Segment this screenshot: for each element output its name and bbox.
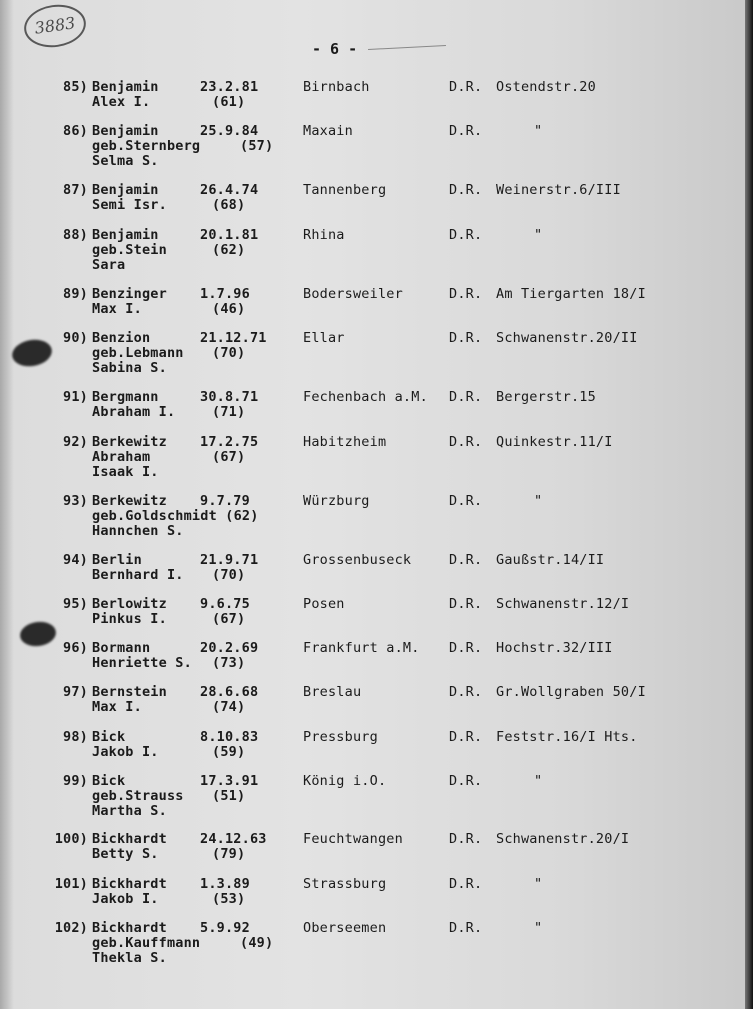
entry-age: (46) bbox=[212, 301, 246, 317]
entry-age: (67) bbox=[212, 611, 246, 627]
entry-name-line: Bormann bbox=[92, 640, 151, 656]
entry-birthdate: 24.12.63 bbox=[200, 831, 267, 847]
entry-age: (53) bbox=[212, 891, 246, 907]
entry-name-line: Bernstein bbox=[92, 684, 167, 700]
entry-birthplace: Fechenbach a.M. bbox=[303, 389, 428, 405]
entry-birthdate: 20.1.81 bbox=[200, 227, 259, 243]
entry-name-line: Pinkus I. bbox=[92, 611, 167, 627]
entry-name-line: Martha S. bbox=[92, 803, 167, 819]
entry-status: D.R. bbox=[449, 729, 483, 745]
entry-birthdate: 5.9.92 bbox=[200, 920, 250, 936]
entry-birthdate: 9.6.75 bbox=[200, 596, 250, 612]
entry-number: 85) bbox=[63, 79, 88, 95]
entry-name-line: geb.Goldschmidt (62) bbox=[92, 508, 259, 524]
entry-name-line: geb.Stein bbox=[92, 242, 167, 258]
entry-birthplace: Frankfurt a.M. bbox=[303, 640, 420, 656]
pencil-mark bbox=[368, 45, 446, 50]
ink-blot bbox=[10, 337, 54, 370]
entry-address: " bbox=[534, 227, 543, 243]
entry-number: 92) bbox=[63, 434, 88, 450]
entry-address: Gaußstr.14/II bbox=[496, 552, 605, 568]
entry-address: Schwanenstr.20/II bbox=[496, 330, 638, 346]
entry-name-line: Benjamin bbox=[92, 79, 159, 95]
entry-number: 93) bbox=[63, 493, 88, 509]
entry-age: (73) bbox=[212, 655, 246, 671]
entry-age: (71) bbox=[212, 404, 246, 420]
entry-name-line: Bernhard I. bbox=[92, 567, 184, 583]
entry-address: Feststr.16/I Hts. bbox=[496, 729, 638, 745]
entry-birthplace: Posen bbox=[303, 596, 345, 612]
entry-birthplace: Rhina bbox=[303, 227, 345, 243]
entry-number: 95) bbox=[63, 596, 88, 612]
entry-number: 87) bbox=[63, 182, 88, 198]
entry-birthdate: 1.7.96 bbox=[200, 286, 250, 302]
entry-age: (59) bbox=[212, 744, 246, 760]
entry-age: (68) bbox=[212, 197, 246, 213]
entry-status: D.R. bbox=[449, 831, 483, 847]
entry-address: Gr.Wollgraben 50/I bbox=[496, 684, 646, 700]
entry-birthplace: Breslau bbox=[303, 684, 362, 700]
entry-status: D.R. bbox=[449, 552, 483, 568]
entry-number: 99) bbox=[63, 773, 88, 789]
entry-status: D.R. bbox=[449, 684, 483, 700]
entry-birthdate: 28.6.68 bbox=[200, 684, 259, 700]
entry-name-line: Sabina S. bbox=[92, 360, 167, 376]
entry-name-line: geb.Lebmann bbox=[92, 345, 184, 361]
entry-birthplace: Ellar bbox=[303, 330, 345, 346]
entry-birthdate: 17.2.75 bbox=[200, 434, 259, 450]
entry-name-line: geb.Sternberg bbox=[92, 138, 201, 154]
entry-birthdate: 25.9.84 bbox=[200, 123, 259, 139]
entry-name-line: Benjamin bbox=[92, 182, 159, 198]
entry-name-line: Semi Isr. bbox=[92, 197, 167, 213]
entry-name-line: Max I. bbox=[92, 699, 142, 715]
entry-age: (51) bbox=[212, 788, 246, 804]
entry-name-line: Sara bbox=[92, 257, 126, 273]
entry-name-line: Selma S. bbox=[92, 153, 159, 169]
entry-name-line: Thekla S. bbox=[92, 950, 167, 966]
entry-status: D.R. bbox=[449, 920, 483, 936]
entry-birthplace: Grossenbuseck bbox=[303, 552, 412, 568]
entry-address: " bbox=[534, 493, 543, 509]
entry-birthdate: 21.9.71 bbox=[200, 552, 259, 568]
entry-birthplace: Pressburg bbox=[303, 729, 378, 745]
entry-status: D.R. bbox=[449, 640, 483, 656]
entry-status: D.R. bbox=[449, 182, 483, 198]
entry-age: (61) bbox=[212, 94, 246, 110]
entry-address: Bergerstr.15 bbox=[496, 389, 596, 405]
entry-birthplace: Bodersweiler bbox=[303, 286, 403, 302]
entry-name-line: Bickhardt bbox=[92, 920, 167, 936]
entry-status: D.R. bbox=[449, 434, 483, 450]
entry-birthplace: König i.O. bbox=[303, 773, 387, 789]
entry-name-line: Hannchen S. bbox=[92, 523, 184, 539]
entry-birthdate: 23.2.81 bbox=[200, 79, 259, 95]
entry-birthplace: Feuchtwangen bbox=[303, 831, 403, 847]
entry-birthdate: 17.3.91 bbox=[200, 773, 259, 789]
entry-name-line: Berkewitz bbox=[92, 493, 167, 509]
entry-status: D.R. bbox=[449, 79, 483, 95]
entry-number: 97) bbox=[63, 684, 88, 700]
entry-number: 100) bbox=[54, 831, 88, 847]
entry-name-line: Berkewitz bbox=[92, 434, 167, 450]
entry-birthdate: 8.10.83 bbox=[200, 729, 259, 745]
scan-edge bbox=[745, 0, 753, 1009]
entry-address: Am Tiergarten 18/I bbox=[496, 286, 646, 302]
entry-number: 88) bbox=[63, 227, 88, 243]
entry-birthplace: Oberseemen bbox=[303, 920, 387, 936]
entry-name-line: Jakob I. bbox=[92, 744, 159, 760]
ink-blot bbox=[19, 620, 58, 649]
entry-status: D.R. bbox=[449, 389, 483, 405]
entry-status: D.R. bbox=[449, 227, 483, 243]
entry-age: (57) bbox=[240, 138, 274, 154]
entry-birthdate: 21.12.71 bbox=[200, 330, 267, 346]
page-fold-shadow bbox=[0, 0, 14, 1009]
entry-number: 102) bbox=[54, 920, 88, 936]
entry-name-line: Henriette S. bbox=[92, 655, 192, 671]
entry-birthdate: 20.2.69 bbox=[200, 640, 259, 656]
entry-age: (62) bbox=[212, 242, 246, 258]
entry-name-line: Berlowitz bbox=[92, 596, 167, 612]
entry-address: Quinkestr.11/I bbox=[496, 434, 613, 450]
entry-name-line: geb.Strauss bbox=[92, 788, 184, 804]
entry-name-line: Abraham bbox=[92, 449, 151, 465]
entry-address: Schwanenstr.12/I bbox=[496, 596, 630, 612]
entry-birthdate: 30.8.71 bbox=[200, 389, 259, 405]
entry-address: " bbox=[534, 123, 543, 139]
page-number: - 6 - bbox=[312, 40, 358, 58]
entry-age: (74) bbox=[212, 699, 246, 715]
entry-address: Ostendstr.20 bbox=[496, 79, 596, 95]
entry-birthplace: Würzburg bbox=[303, 493, 370, 509]
entry-number: 101) bbox=[54, 876, 88, 892]
entry-name-line: Bickhardt bbox=[92, 876, 167, 892]
entry-age: (79) bbox=[212, 846, 246, 862]
entry-address: " bbox=[534, 773, 543, 789]
entry-status: D.R. bbox=[449, 493, 483, 509]
entry-number: 98) bbox=[63, 729, 88, 745]
entry-number: 86) bbox=[63, 123, 88, 139]
entry-number: 96) bbox=[63, 640, 88, 656]
entry-number: 89) bbox=[63, 286, 88, 302]
entry-number: 91) bbox=[63, 389, 88, 405]
entry-birthplace: Maxain bbox=[303, 123, 353, 139]
entry-address: " bbox=[534, 876, 543, 892]
entry-name-line: Benzion bbox=[92, 330, 151, 346]
entry-status: D.R. bbox=[449, 123, 483, 139]
entry-birthplace: Habitzheim bbox=[303, 434, 387, 450]
entry-address: Hochstr.32/III bbox=[496, 640, 613, 656]
entry-name-line: Isaak I. bbox=[92, 464, 159, 480]
entry-name-line: Alex I. bbox=[92, 94, 151, 110]
entry-name-line: Benzinger bbox=[92, 286, 167, 302]
entry-name-line: Abraham I. bbox=[92, 404, 176, 420]
entry-status: D.R. bbox=[449, 330, 483, 346]
entry-name-line: Bergmann bbox=[92, 389, 159, 405]
archive-stamp: 3883 bbox=[21, 1, 88, 51]
entry-birthdate: 9.7.79 bbox=[200, 493, 250, 509]
entry-address: Weinerstr.6/III bbox=[496, 182, 621, 198]
entry-name-line: Betty S. bbox=[92, 846, 159, 862]
entry-number: 94) bbox=[63, 552, 88, 568]
entry-name-line: Jakob I. bbox=[92, 891, 159, 907]
entry-address: Schwanenstr.20/I bbox=[496, 831, 630, 847]
entry-status: D.R. bbox=[449, 286, 483, 302]
entry-name-line: Max I. bbox=[92, 301, 142, 317]
entry-birthplace: Tannenberg bbox=[303, 182, 387, 198]
entry-address: " bbox=[534, 920, 543, 936]
entry-name-line: Benjamin bbox=[92, 123, 159, 139]
entry-age: (70) bbox=[212, 345, 246, 361]
entry-name-line: Benjamin bbox=[92, 227, 159, 243]
entry-status: D.R. bbox=[449, 596, 483, 612]
entry-status: D.R. bbox=[449, 876, 483, 892]
entry-status: D.R. bbox=[449, 773, 483, 789]
entry-name-line: Bick bbox=[92, 773, 126, 789]
entry-name-line: Bick bbox=[92, 729, 126, 745]
entry-name-line: Berlin bbox=[92, 552, 142, 568]
entry-age: (70) bbox=[212, 567, 246, 583]
entry-birthdate: 26.4.74 bbox=[200, 182, 259, 198]
entry-name-line: geb.Kauffmann bbox=[92, 935, 201, 951]
entry-age: (49) bbox=[240, 935, 274, 951]
entry-number: 90) bbox=[63, 330, 88, 346]
entry-birthplace: Strassburg bbox=[303, 876, 387, 892]
entry-birthdate: 1.3.89 bbox=[200, 876, 250, 892]
entry-age: (67) bbox=[212, 449, 246, 465]
entry-name-line: Bickhardt bbox=[92, 831, 167, 847]
entry-birthplace: Birnbach bbox=[303, 79, 370, 95]
